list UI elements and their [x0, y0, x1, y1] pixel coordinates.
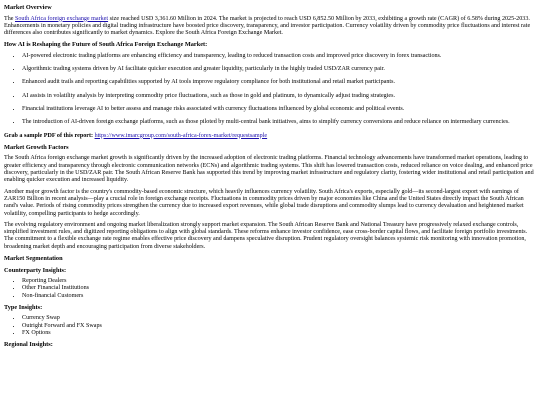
list-item: • Outright Forward and FX Swaps	[22, 323, 536, 330]
list-item: • Financial institutions leverage AI to better assess and manage risks associated with currency fluctuations influenced by global economic and political events.	[22, 106, 536, 113]
market-link[interactable]: South Africa foreign exchange market	[15, 15, 109, 22]
ai-section-heading: How AI is Reshaping the Future of South Africa Foreign Exchange Market:	[4, 41, 208, 49]
counterparty-heading: Counterparty Insights:	[4, 266, 67, 274]
type-list	[4, 315, 536, 337]
segmentation-heading: Market Segmentation	[4, 255, 63, 263]
regional-heading: Regional Insights:	[4, 341, 53, 349]
list-item: • FX Options	[22, 330, 536, 337]
list-item: • Algorithmic trading systems driven by AI facilitate quicker execution and greater liquidity, particularly in the highly traded USD/ZAR currency pair.	[22, 66, 536, 73]
type-heading: Type Insights:	[4, 303, 43, 311]
growth-paragraph-2: Another major growth factor is the country's commodity-based economic structure, which heavily influences currency volatility. South Africa's exports, especially gold—its second-largest export with earnings of ZAR150 Billion in recent analysis—play a crucial role in foreign exchange receipts. Fluctuations in commodity prices driven by major economies like China and the United States directly impact the South African rand's value. Periods of rising commodity prices strengthen the currency due to increased export revenues, while global trade disruptions and commodity slumps lead to currency devaluation and heightened market volatility, compelling participants to hedge accordingly.	[4, 188, 524, 217]
growth-heading: Market Growth Factors	[4, 143, 69, 151]
list-item: • Reporting Dealers	[22, 278, 536, 285]
list-item: • AI-powered electronic trading platforms are enhancing efficiency and transparency, leading to reduced transaction costs and improved price discovery in forex transactions.	[22, 53, 536, 60]
list-item: • Enhanced audit trails and reporting capabilities supported by AI tools improve regulatory compliance for both institutional and retail market participants.	[22, 79, 536, 86]
list-item: • AI assists in volatility analysis by interpreting commodity price fluctuations, such as those in gold and platinum, to dynamically adjust trading strategies.	[22, 93, 536, 100]
growth-paragraph-1: The South Africa foreign exchange market growth is significantly driven by the increased adoption of electronic trading platforms. Financial technology advancements have transformed market operations, leading to greater efficiency and transparency through electronic communication networks (ECNs) and algorithmic trading systems. This shift has lowered transaction costs, reduced reliance on voice dealing, and enhanced price discovery, particularly in the USD/ZAR pair. The South African Reserve Bank has supported this trend by improving market infrastructure and regulatory clarity, fostering wider institutional and retail participation and enabling quicker execution and increased liquidity.	[4, 155, 534, 184]
overview-paragraph	[4, 16, 536, 38]
market-overview-heading: Market Overview	[4, 4, 52, 11]
list-item: • Non-financial Customers	[22, 293, 536, 300]
list-item: • The introduction of AI-driven foreign exchange platforms, such as those piloted by multi-central bank initiatives, aims to simplify currency conversions and reduce reliance on intermediary currencies.	[22, 119, 536, 126]
growth-paragraph-3: The evolving regulatory environment and ongoing market liberalization strongly support market expansion. The South African Reserve Bank and National Treasury have progressively relaxed exchange controls, simplified investment rules, and digitized reporting obligations to align with global standards. These reforms enhance investor confidence, ease cross-border capital flows, and facilitate foreign portfolio investments. The commitment to a flexible exchange rate regime enables effective price discovery and dampens speculative disruption. Prudent regulatory oversight balances systemic risk monitoring with innovation promotion, broadening market depth and encouraging participation from diverse stakeholders.	[4, 221, 528, 250]
sample-label: Grab a sample PDF of this report:	[4, 132, 94, 139]
list-item: • Other Financial Institutions	[22, 285, 536, 292]
ai-list	[4, 53, 536, 127]
sample-link[interactable]: https://www.imarcgroup.com/south-africa-forex-market/requestsample	[94, 132, 268, 139]
overview-text-start: The	[4, 15, 15, 22]
list-item: • Currency Swap	[22, 315, 536, 322]
sample-line	[4, 133, 536, 140]
counterparty-list	[4, 278, 536, 300]
overview-text-end: size reached USD 3,361.60 Million in 2024. The market is projected to reach USD 6,852.50 Million by 2033, exhibiting a growth rate (CAGR) of 6.58% during 2025-2033. Enhancements in monetary policies and digital trading infrastructure have boosted price discovery, transparency, and investor participation. Currency volatility driven by commodity price fluctuations and interest rate differences also contributes significantly to market dynamics. Explore the South Africa Foreign Exchange Market.	[4, 15, 531, 37]
